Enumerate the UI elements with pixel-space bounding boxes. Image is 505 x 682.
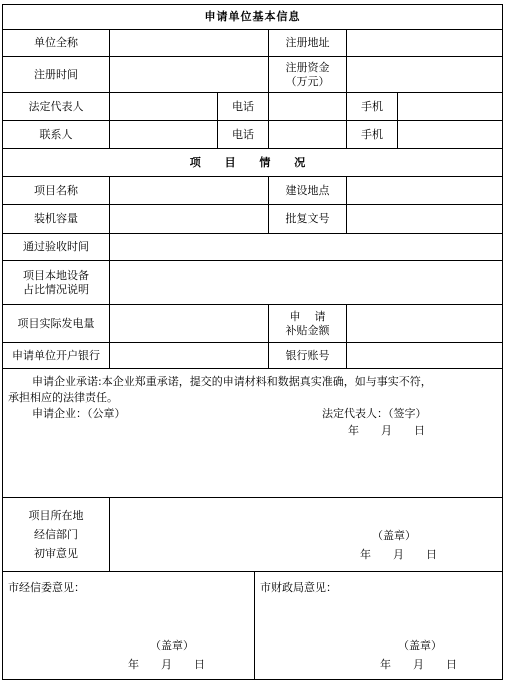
- contact-field[interactable]: [110, 121, 218, 149]
- commitment-text-line1: 申请企业承诺:本企业郑重承诺，提交的申请材料和数据真实准确，如与事实不符，: [32, 375, 432, 388]
- company-seal-label: 申请企业：（公章）: [32, 407, 126, 420]
- local-dept-label-line3: 初审意见: [34, 547, 78, 560]
- applicant-section-header: 申请单位基本信息: [2, 4, 503, 30]
- acceptance-time-field[interactable]: [110, 234, 503, 261]
- local-dept-label-line1: 项目所在地: [28, 509, 84, 522]
- project-name-field[interactable]: [110, 177, 269, 205]
- city-econ-date: 年 月 日: [128, 658, 205, 671]
- approval-doc-label: 批复文号: [269, 205, 347, 234]
- subsidy-label: [269, 305, 347, 343]
- actual-power-field[interactable]: [110, 305, 269, 343]
- city-finance-seal: （盖章）: [398, 639, 442, 652]
- subsidy-field[interactable]: [347, 305, 503, 343]
- legal-rep-mobile-label: 手机: [347, 93, 398, 121]
- project-name-label: 项目名称: [2, 177, 110, 205]
- commitment-text-line2: 承担相应的法律责任。: [8, 391, 118, 404]
- local-dept-label: [2, 498, 110, 572]
- acceptance-time-label: 通过验收时间: [2, 234, 110, 261]
- actual-power-label: 项目实际发电量: [2, 305, 110, 343]
- approval-doc-field[interactable]: [347, 205, 503, 234]
- reg-time-field[interactable]: [110, 57, 269, 93]
- bank-field[interactable]: [110, 343, 269, 369]
- account-label: 银行账号: [269, 343, 347, 369]
- local-equip-label-line1: 项目本地设备: [23, 268, 89, 282]
- reg-address-field[interactable]: [347, 30, 503, 57]
- reg-address-label: 注册地址: [269, 30, 347, 57]
- local-equip-field[interactable]: [110, 261, 503, 305]
- commitment-date: 年 月 日: [348, 424, 425, 437]
- project-section-header: 项 目 情 况: [2, 149, 503, 177]
- city-finance-label: 市财政局意见：: [260, 581, 337, 594]
- local-equip-label-line2: 占比情况说明: [23, 282, 89, 296]
- full-name-label: 单位全称: [2, 30, 110, 57]
- city-econ-label: 市经信委意见：: [8, 581, 85, 594]
- capacity-field[interactable]: [110, 205, 269, 234]
- legal-rep-phone-label: 电话: [218, 93, 269, 121]
- contact-mobile-field[interactable]: [398, 121, 503, 149]
- local-dept-label-line2: 经信部门: [34, 528, 78, 541]
- legal-rep-signature-label: 法定代表人：（签字）: [322, 407, 427, 420]
- reg-time-label: 注册时间: [2, 57, 110, 93]
- contact-mobile-label: 手机: [347, 121, 398, 149]
- legal-rep-field[interactable]: [110, 93, 218, 121]
- account-field[interactable]: [347, 343, 503, 369]
- reg-capital-field[interactable]: [347, 57, 503, 93]
- local-dept-seal: （盖章）: [372, 529, 416, 542]
- local-dept-date: 年 月 日: [360, 548, 437, 561]
- contact-label: 联系人: [2, 121, 110, 149]
- city-finance-date: 年 月 日: [380, 658, 457, 671]
- subsidy-label-line1: 申 请: [289, 309, 326, 323]
- bank-label: 申请单位开户银行: [2, 343, 110, 369]
- full-name-field[interactable]: [110, 30, 269, 57]
- legal-rep-mobile-field[interactable]: [398, 93, 503, 121]
- contact-phone-label: 电话: [218, 121, 269, 149]
- subsidy-label-line2: 补贴金额: [285, 323, 330, 337]
- contact-phone-field[interactable]: [269, 121, 347, 149]
- legal-rep-phone-field[interactable]: [269, 93, 347, 121]
- local-dept-opinion-field[interactable]: [110, 498, 503, 572]
- city-econ-seal: （盖章）: [150, 639, 194, 652]
- reg-capital-label: [269, 57, 347, 93]
- capacity-label: 装机容量: [2, 205, 110, 234]
- project-site-label: 建设地点: [269, 177, 347, 205]
- legal-rep-label: 法定代表人: [2, 93, 110, 121]
- project-site-field[interactable]: [347, 177, 503, 205]
- local-equip-label: [2, 261, 110, 305]
- reg-capital-label-text: 注册资金: [285, 60, 330, 74]
- reg-capital-unit: （万元）: [285, 74, 330, 88]
